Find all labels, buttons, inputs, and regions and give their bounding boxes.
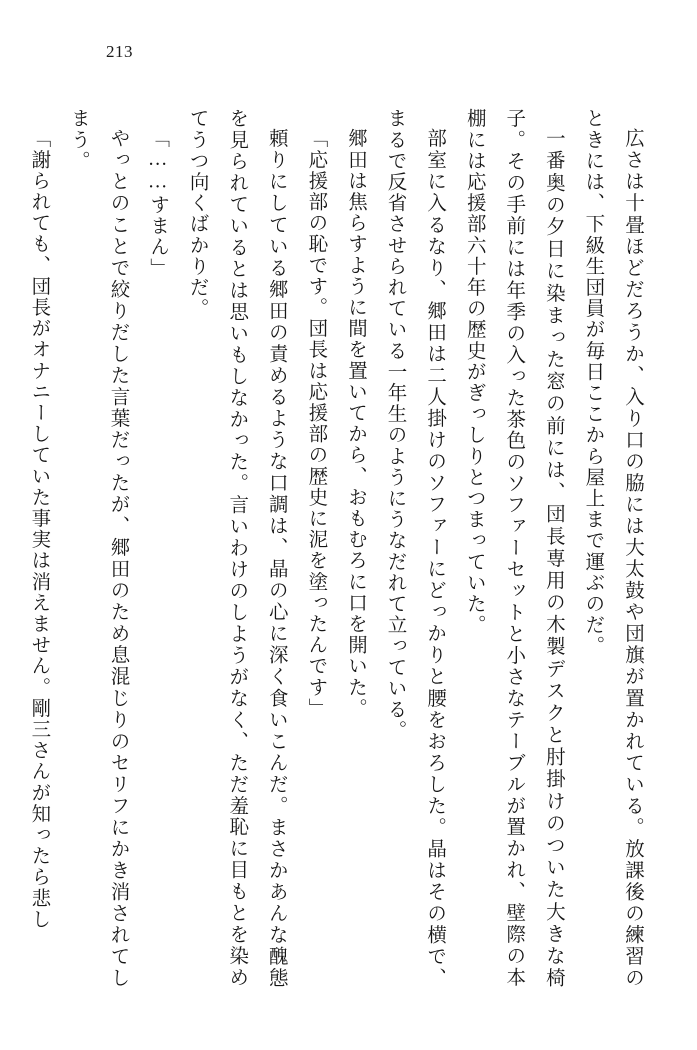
paragraph: 「謝られても、団長がオナニーしていた事実は消えません。剛三さんが知ったら悲し — [28, 127, 50, 930]
paragraph: 郷田は焦らすように間を置いてから、おもむろに口を開いた。 — [344, 127, 366, 719]
paragraph: 部室に入るなり、郷田は二人掛けのソファーにどっかりと腰をおろした。晶はその横で、まるで反省させられている一年生のようにうなだれて立っている。 — [384, 108, 446, 988]
paragraph: 広さは十畳ほどだろうか、入り口の脇には大太鼓や団旗が置かれている。放課後の練習のときには、下級生団員が毎日ここから屋上まで運ぶのだ。 — [582, 108, 643, 988]
paragraph: 「応援部の恥です。団長は応援部の歴史に泥を塗ったんです」 — [305, 127, 327, 719]
paragraph: 一番奥の夕日に染まった窓の前には、団長専用の木製デスクと肘掛けのついた大きな椅子。その手前には年季の入った茶色のソファーセットと小さなテーブルが置かれ、壁際の本棚には応援部六十年の歴史がぎっしりとつまっていた。 — [463, 108, 564, 988]
page-body-text — [28, 108, 652, 988]
paragraph: やっとのことで絞りだした言葉だったが、郷田のため息混じりのセリフにかき消されてしまう。 — [67, 108, 129, 988]
paragraph: 「……すまん」 — [147, 127, 169, 279]
paragraph: 頼りにしている郷田の責めるような口調は、晶の心に深く食いこんだ。まさかあんな醜態を見られているとは思いもしなかった。言いわけのしようがなく、ただ羞恥に目もとを染めてうつ向くばかりだ。 — [186, 108, 287, 988]
page-number: 213 — [106, 42, 133, 61]
